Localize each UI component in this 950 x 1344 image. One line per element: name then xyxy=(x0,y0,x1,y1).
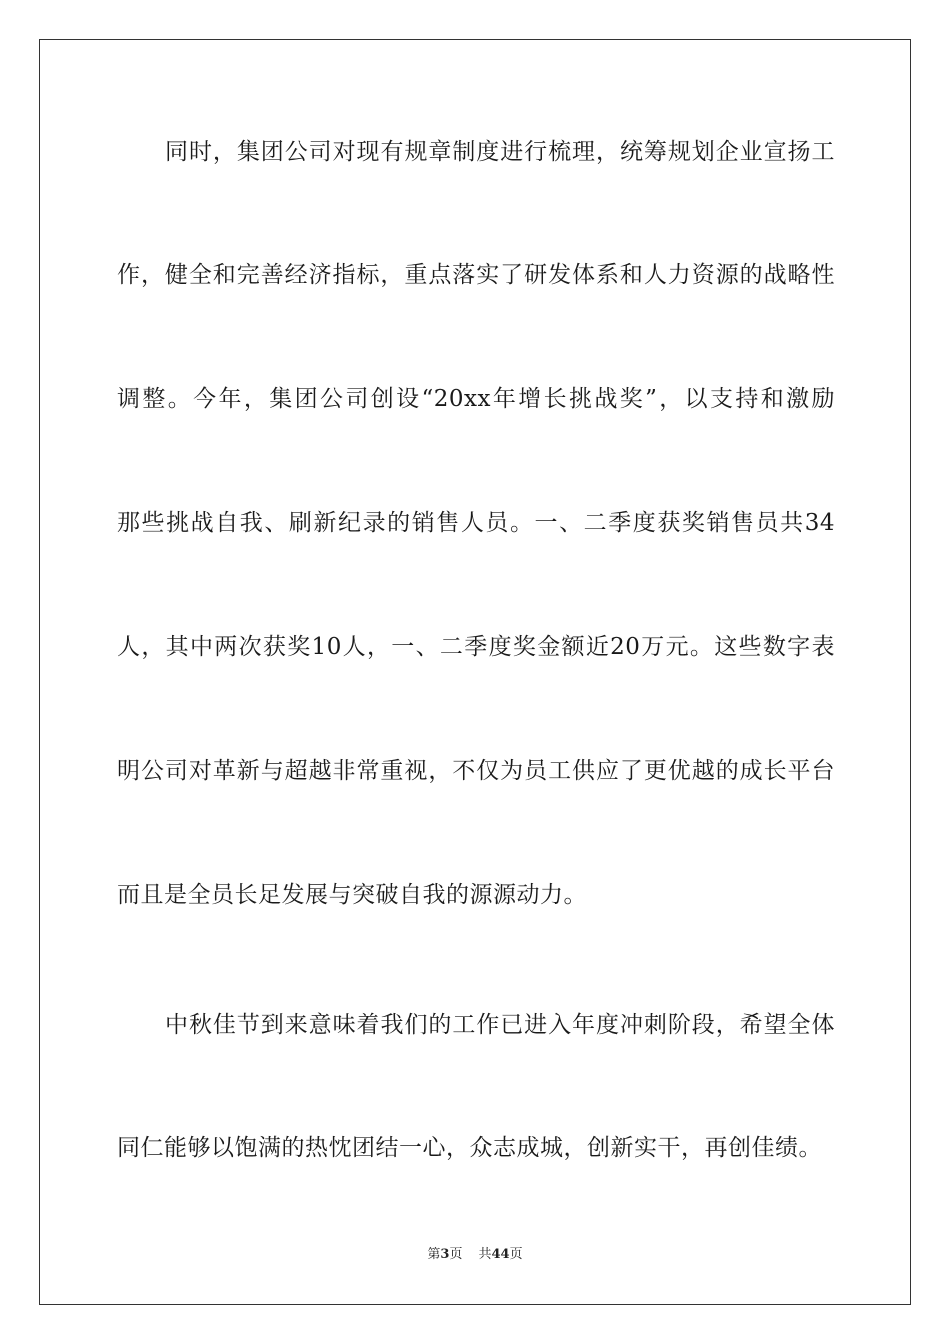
paragraph-2-line-2: 同仁能够以饱满的热忱团结一心，众志成城，创新实干，再创佳绩。 xyxy=(117,1135,822,1161)
paragraph-1-line-7: 而且是全员长足发展与突破自我的源源动力。 xyxy=(117,882,587,908)
page-footer xyxy=(0,1246,950,1264)
paragraph-1-line-6: 明公司对革新与超越非常重视，不仅为员工供应了更优越的成长平台 xyxy=(117,758,835,784)
total-suffix: 页 xyxy=(509,1247,523,1262)
paragraph-1-line-5: 人，其中两次获奖10人，一、二季度奖金额近20万元。这些数字表 xyxy=(117,634,835,660)
paragraph-1-line-2: 作，健全和完善经济指标，重点落实了研发体系和人力资源的战略性 xyxy=(117,262,835,288)
page-border xyxy=(39,39,911,1305)
page-number: 3 xyxy=(440,1247,450,1262)
total-prefix: 共 xyxy=(478,1247,492,1262)
paragraph-2-line-1: 中秋佳节到来意味着我们的工作已进入年度冲刺阶段，希望全体 xyxy=(165,1012,835,1038)
page-suffix: 页 xyxy=(449,1247,463,1262)
page-prefix: 第 xyxy=(427,1247,441,1262)
paragraph-1-line-4: 那些挑战自我、刷新纪录的销售人员。一、二季度获奖销售员共34 xyxy=(117,510,835,536)
total-pages: 44 xyxy=(491,1247,510,1262)
paragraph-1-line-1: 同时，集团公司对现有规章制度进行梳理，统筹规划企业宣扬工 xyxy=(165,139,835,165)
paragraph-1-line-3: 调整。今年，集团公司创设“20xx年增长挑战奖”，以支持和激励 xyxy=(117,386,835,412)
